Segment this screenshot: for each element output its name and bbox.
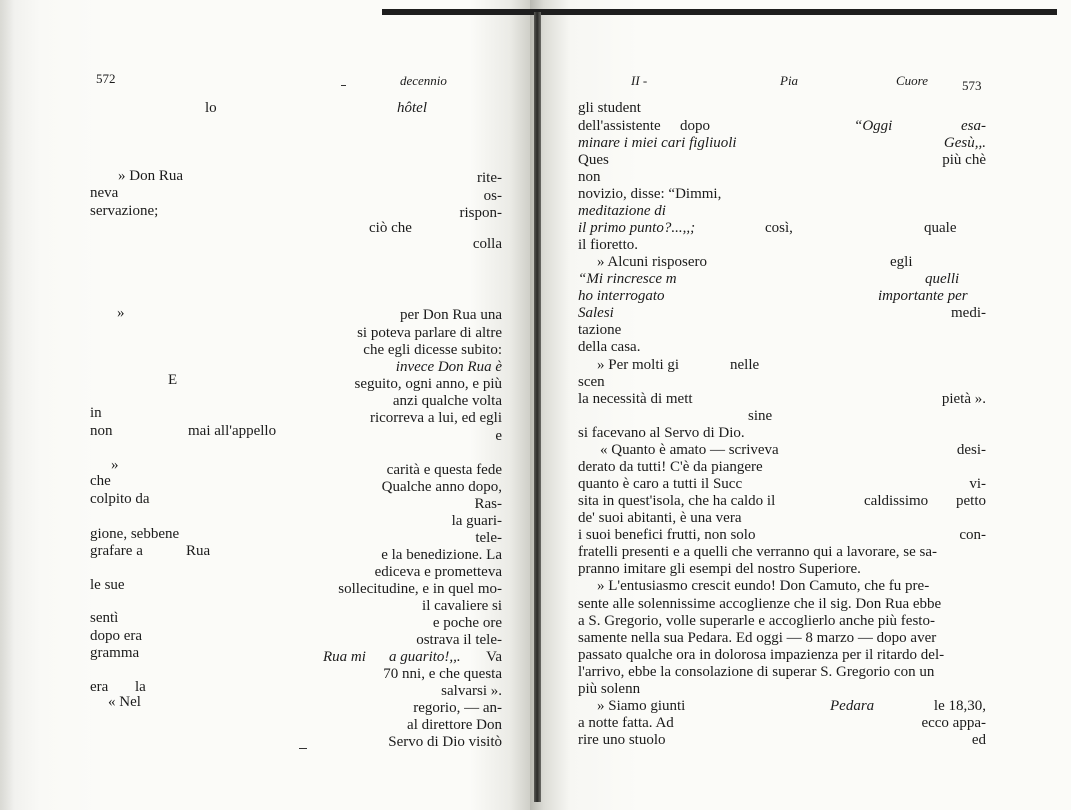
text-line: il fioretto. — [578, 237, 638, 253]
text-line: l'arrivo, ebbe la consolazione di superar S. Gregorio con un — [578, 664, 935, 680]
text-line: rispon- — [459, 205, 502, 221]
text-line: con- — [959, 527, 986, 543]
text-line: le sue — [90, 577, 125, 593]
text-line: e poche ore — [432, 615, 502, 631]
text-line: Salesi — [578, 305, 614, 321]
text-line: si facevano al Servo di Dio. — [578, 425, 745, 441]
top-rule — [382, 9, 1057, 15]
text-line: sita in quest'isola, che ha caldo il — [578, 493, 776, 509]
text-line: della casa. — [578, 339, 641, 355]
text-line: in — [90, 405, 102, 421]
text-line: » Alcuni risposero — [597, 254, 707, 270]
page-number-left: 572 — [96, 71, 116, 86]
text-line: » L'entusiasmo crescit eundo! Don Camuto, che fu pre- — [597, 578, 930, 594]
text-line: colla — [472, 236, 502, 252]
text-line: il primo punto?...,,; — [578, 220, 696, 236]
text-line: scen — [578, 374, 605, 390]
text-line: » — [117, 305, 125, 321]
text-line: invece Don Rua è — [395, 359, 502, 375]
text-line: passato qualche ora in dolorosa impazienza per il ritardo del- — [578, 647, 945, 663]
text-line: » — [111, 457, 119, 473]
text-line: Servo di Dio visitò — [388, 734, 502, 750]
text-line: che — [90, 473, 111, 489]
text-line: servazione; — [90, 203, 159, 219]
text-line: medi- — [951, 305, 986, 321]
margin-dash — [299, 748, 307, 749]
text-line: os- — [483, 188, 502, 204]
text-line: pietà ». — [941, 391, 986, 407]
text-line: « Quanto è amato — scriveva — [600, 442, 779, 458]
text-line: era — [90, 679, 109, 695]
text-line: e — [495, 428, 502, 444]
text-line: le 18,30, — [933, 698, 986, 714]
text-line: Rua mi — [323, 649, 366, 665]
text-line: quelli — [925, 271, 960, 287]
text-line: ecco appa- — [921, 715, 986, 731]
header-dash — [341, 85, 346, 86]
text-line: minare i miei cari figliuoli — [578, 135, 737, 151]
text-line: derato da tutti! C'è da piangere — [578, 459, 763, 475]
text-line: non — [578, 169, 601, 185]
text-line: dopo era — [90, 628, 143, 644]
text-line: si poteva parlare di altre — [357, 325, 502, 341]
text-line: dopo — [680, 118, 710, 134]
text-line: 70 nni, e che questa — [383, 666, 502, 682]
text-line: mai all'appello — [188, 423, 277, 439]
text-line: » Siamo giunti — [597, 698, 686, 714]
text-line: desi- — [956, 442, 986, 458]
text-line: importante per — [878, 288, 968, 304]
text-line: novizio, disse: “Dimmi, — [578, 186, 722, 202]
text-line: gione, sebbene — [90, 526, 180, 542]
text-line: sine — [748, 408, 773, 424]
text-line: » Don Rua — [118, 168, 183, 184]
text-line: ciò che — [369, 220, 412, 236]
text-line: tele- — [475, 530, 502, 546]
text-line: lo — [205, 100, 217, 116]
running-head-right-part1: II - — [631, 73, 648, 88]
text-line: vi- — [969, 476, 986, 492]
text-line: sentì — [90, 610, 119, 626]
page-edge-shadow — [0, 0, 14, 810]
text-line: Ras- — [474, 496, 502, 512]
page-number-right: 573 — [962, 78, 982, 93]
text-line: quanto è caro a tutti il Succ — [578, 476, 743, 492]
text-line: nelle — [730, 357, 760, 373]
text-line: al direttore Don — [407, 717, 502, 733]
text-line: a S. Gregorio, volle superarle e accoglierlo anche più festo- — [578, 613, 935, 629]
running-head-right-part2: Pia — [780, 73, 799, 88]
text-line: più solenn — [578, 681, 641, 697]
text-line: gli student — [578, 100, 641, 116]
text-line: il cavaliere si — [422, 598, 502, 614]
text-line: rire uno stuolo — [578, 732, 666, 748]
text-line: « Nel — [108, 694, 141, 710]
text-line: grafare a — [90, 543, 143, 559]
text-line: a guarito!,,. — [389, 649, 461, 665]
text-line: sollecitudine, e in quel mo- — [338, 581, 502, 597]
text-line: » Per molti gi — [597, 357, 680, 373]
text-line: hôtel — [397, 100, 427, 116]
text-line: la necessità di mett — [578, 391, 693, 407]
text-line: più chè — [942, 152, 986, 168]
text-line: “Oggi — [854, 118, 893, 134]
text-line: la guari- — [451, 513, 502, 529]
text-line: seguito, ogni anno, e più — [354, 376, 502, 392]
text-line: ostrava il tele- — [416, 632, 502, 648]
text-line: neva — [90, 185, 119, 201]
text-line: Ques — [578, 152, 609, 168]
text-line: carità e questa fede — [386, 462, 502, 478]
text-line: non — [90, 423, 113, 439]
text-line: ediceva e prometteva — [374, 564, 502, 580]
text-line: E — [168, 372, 178, 388]
text-line: Gesù,,. — [943, 135, 986, 151]
text-line: Qualche anno dopo, — [381, 479, 502, 495]
text-line: colpito da — [90, 491, 150, 507]
text-line: sente alle solennissime accoglienze che il sig. Don Rua ebbe — [578, 596, 942, 612]
text-line: “Mi rincresce m — [578, 271, 677, 287]
text-line: de' suoi abitanti, è una vera — [578, 510, 742, 526]
text-line: pranno imitare gli esempi del nostro Superiore. — [578, 561, 861, 577]
text-line: anzi qualche volta — [392, 393, 502, 409]
book-spine — [534, 12, 541, 802]
text-line: tazione — [578, 322, 622, 338]
text-line: rite- — [477, 170, 502, 186]
running-head-left: decennio — [400, 73, 447, 88]
text-line: quale — [924, 220, 957, 236]
text-line: ricorreva a lui, ed egli — [369, 410, 502, 426]
text-line: caldissimo — [864, 493, 929, 509]
text-line: i suoi benefici frutti, non solo — [578, 527, 756, 543]
text-line: gramma — [90, 645, 140, 661]
text-line: meditazione di — [578, 203, 666, 219]
text-line: Pedara — [830, 698, 875, 714]
text-line: a notte fatta. Ad — [578, 715, 674, 731]
text-line: Rua — [186, 543, 211, 559]
text-line: ho interrogato — [578, 288, 665, 304]
text-line: dell'assistente — [578, 118, 661, 134]
text-line: che egli dicesse subito: — [363, 342, 502, 358]
text-line: fratelli presenti e a quelli che verranno qui a lavorare, se sa- — [578, 544, 937, 560]
text-line: ed — [971, 732, 986, 748]
text-line: Va — [486, 649, 502, 665]
running-head-right-part3: Cuore — [896, 73, 929, 88]
text-line: egli — [890, 254, 913, 270]
text-line: la — [135, 679, 146, 695]
text-line: samente nella sua Pedara. Ed oggi — 8 marzo — dopo aver — [578, 630, 937, 646]
text-line: salvarsi ». — [441, 683, 502, 699]
text-line: regorio, — an- — [413, 700, 502, 716]
text-line: per Don Rua una — [399, 307, 502, 323]
text-line: petto — [956, 493, 986, 509]
text-line: così, — [765, 220, 793, 236]
text-line: esa- — [961, 118, 986, 134]
text-line: e la benedizione. La — [381, 547, 502, 563]
